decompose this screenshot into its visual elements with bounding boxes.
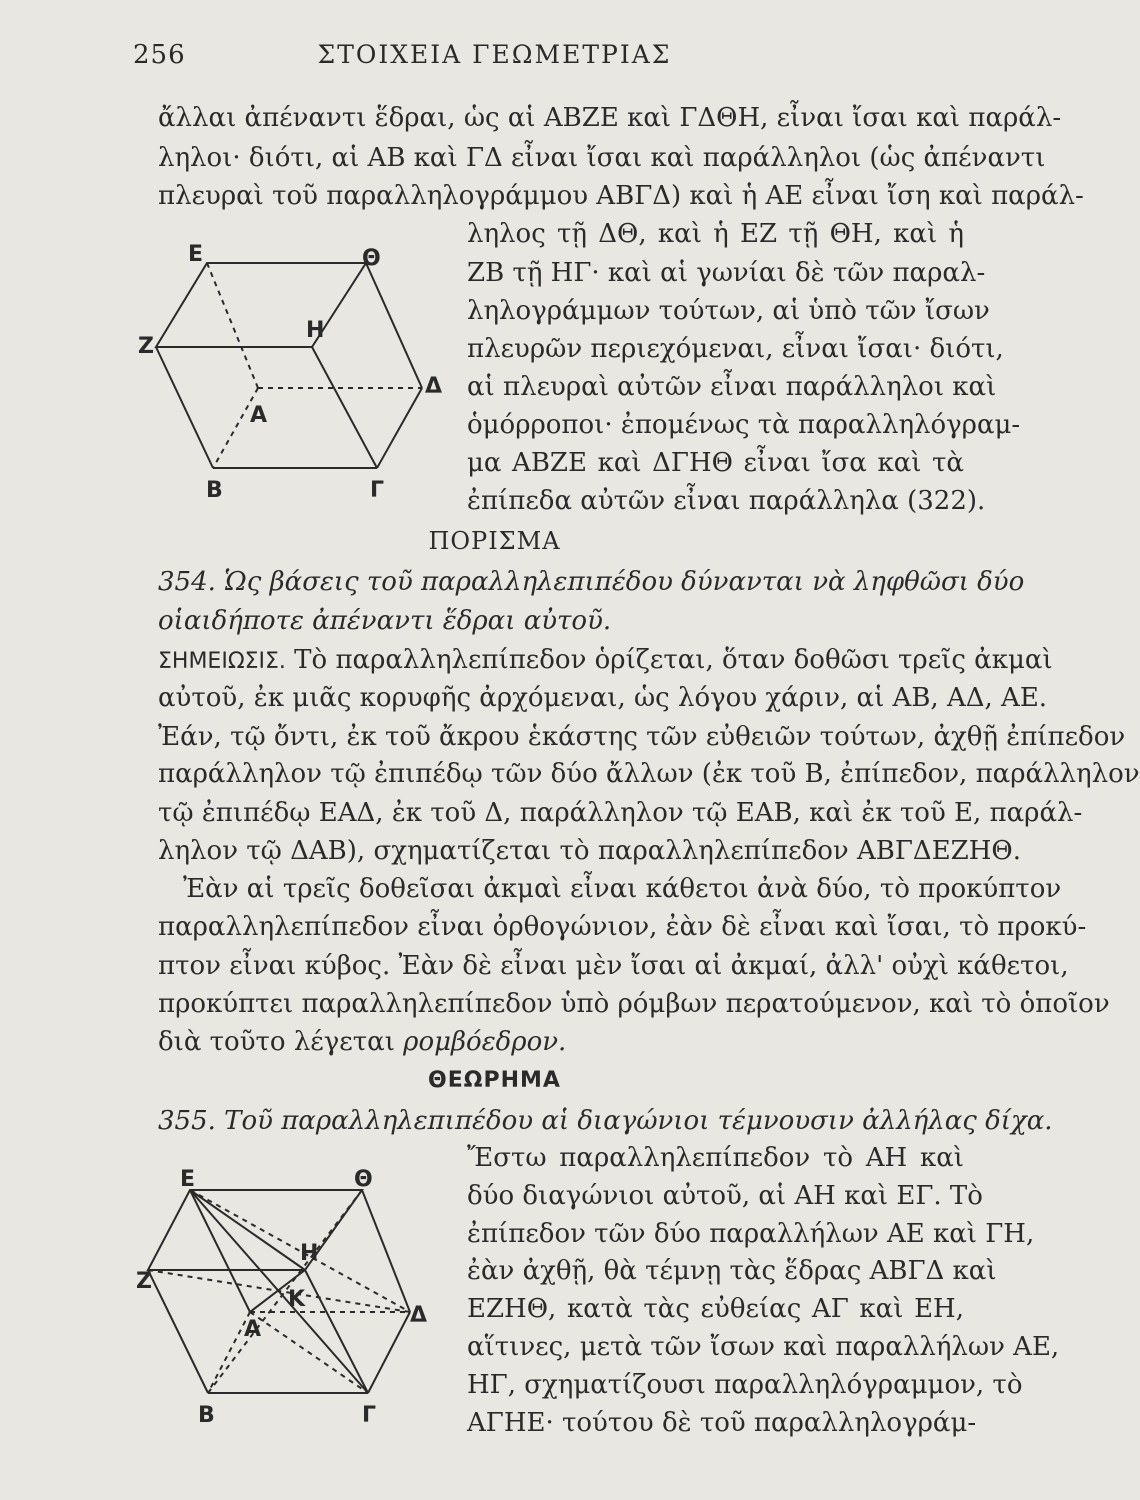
running-title: ΣΤΟΙΧΕΙΑ ΓΕΩΜΕΤΡΙΑΣ [317,40,672,69]
text-line: Ἐάν, τῷ ὄντι, ἐκ τοῦ ἄκρου ἑκάστης τῶν εὐθειῶν τούτων, ἀχθῇ ἐπίπεδον [158,722,1126,752]
parallelepiped-figure-2 [136,1160,450,1430]
text-line: 354. Ὡς βάσεις τοῦ παραλληλεπιπέδου δύνανται νὰ ληφθῶσι δύο [158,567,1025,597]
text-line: πλευραὶ τοῦ παραλληλογράμμου ΑΒΓΔ) καὶ ἡ ΑΕ εἶναι ἴση καὶ παράλ- [158,181,1084,211]
fig1-label-b: B [206,478,223,503]
porisma-heading: ΠΟΡΙΣΜΑ [428,527,561,555]
text-line: ληλοι· διότι, αἱ ΑΒ καὶ ΓΔ εἶναι ἴσαι καὶ παράλληλοι (ὡς ἀπέναντι [158,143,1046,173]
theorima-heading: ΘΕΩΡΗΜΑ [428,1068,561,1093]
text-line: παράλληλον τῷ ἐπιπέδῳ τῶν δύο ἄλλων (ἐκ τοῦ Β, ἐπίπεδον, παράλληλον [158,759,1140,789]
text-line: προκύπτει παραλληλεπίπεδον ὑπὸ ρόμβων περατούμενον, καὶ τὸ ὁποῖον [158,989,1110,1019]
fig1-label-gamma: Γ [370,478,385,503]
fig1-label-theta: Θ [362,246,381,271]
fig1-label-z: Z [138,334,154,359]
page-header [0,40,989,80]
text-line: Ἐὰν αἱ τρεῖς δοθεῖσαι ἀκμαὶ εἶναι κάθετοι ἀνὰ δύο, τὸ προκύπτον [183,874,1062,904]
fig2-label-gamma: Γ [362,1403,377,1428]
text-line: παραλληλεπίπεδον εἶναι ὀρθογώνιον, ἐὰν δὲ εἶναι καὶ ἴσαι, τὸ προκύ- [158,912,1087,942]
fig1-label-a: A [250,403,268,428]
text-line: ληλον τῷ ΔΑΒ), σχηματίζεται τὸ παραλληλεπίπεδον ΑΒΓΔΕΖΗΘ. [158,836,1022,866]
text-line: τῷ ἐπιπέδῳ ΕΑΔ, ἐκ τοῦ Δ, παράλληλον τῷ ΕΑΒ, καὶ ἐκ τοῦ Ε, παράλ- [158,798,1083,828]
text-line: οἱαιδήποτε ἀπέναντι ἕδραι αὐτοῦ. [158,606,612,636]
fig2-label-delta: Δ [410,1303,428,1328]
text-line: ΗΓ, σχηματίζουσι παραλληλόγραμμον, τὸ [467,1370,1023,1400]
text-line: Ἔστω παραλληλεπίπεδον τὸ ΑΗ καὶ [467,1143,964,1173]
text-line: ΑΓΗΕ· τούτου δὲ τοῦ παραλληλογράμ- [467,1408,977,1438]
text-line: ληλος τῇ ΔΘ, καὶ ἡ ΕΖ τῇ ΘΗ, καὶ ἡ [467,219,964,249]
text-line: αἵτινες, μετὰ τῶν ἴσων καὶ παραλλήλων ΑΕ, [467,1332,1060,1362]
text-line: ΣΗΜΕΙΩΣΙΣ. Τὸ παραλληλεπίπεδον ὁρίζεται, ὅταν δοθῶσι τρεῖς ἀκμαὶ [158,645,1053,675]
fig2-label-b: B [198,1403,215,1428]
text-line: ληλογράμμων τούτων, αἱ ὑπὸ τῶν ἴσων [467,296,990,326]
text-line: ἐὰν ἀχθῇ, θὰ τέμνῃ τὰς ἕδρας ΑΒΓΔ καὶ [467,1256,997,1286]
text-line: ἄλλαι ἀπέναντι ἕδραι, ὡς αἱ ΑΒΖΕ καὶ ΓΔΘΗ, εἶναι ἴσαι καὶ παράλ- [158,103,1062,133]
text-line: αἱ πλευραὶ αὐτῶν εἶναι παράλληλοι καὶ [467,372,997,402]
text-line: ΖΒ τῇ ΗΓ· καὶ αἱ γωνίαι δὲ τῶν παραλ- [467,258,986,288]
page-number: 256 [133,40,186,70]
fig1-label-delta: Δ [425,374,443,399]
text-line: ἐπίπεδον τῶν δύο παραλλήλων ΑΕ καὶ ΓΗ, [467,1219,1035,1249]
fig1-label-e: E [188,242,204,267]
text-line: 355. Τοῦ παραλληλεπιπέδου αἱ διαγώνιοι τέμνουσιν ἀλλήλας δίχα. [158,1106,1053,1136]
text-line: πλευρῶν περιεχόμεναι, εἶναι ἴσαι· διότι, [467,334,1004,364]
text-line: αὐτοῦ, ἐκ μιᾶς κορυφῆς ἀρχόμεναι, ὡς λόγου χάριν, αἱ ΑΒ, ΑΔ, ΑΕ. [158,683,1048,713]
text-line: ἐπίπεδα αὐτῶν εἶναι παράλληλα (322). [467,486,986,516]
text-line: διὰ τοῦτο λέγεται ρομβόεδρον. [158,1027,567,1057]
text-line: μα ΑΒΖΕ καὶ ΔΓΗΘ εἶναι ἴσα καὶ τὰ [467,448,964,478]
fig2-label-z: Z [136,1269,152,1294]
text-line: δύο διαγώνιοι αὐτοῦ, αἱ ΑΗ καὶ ΕΓ. Τὸ [467,1181,983,1211]
simeiosis-label: ΣΗΜΕΙΩΣΙΣ. [158,649,286,674]
fig2-label-a: A [244,1317,262,1342]
text-line: ὁμόρροποι· ἐπομένως τὰ παραλληλόγραμ- [467,410,1021,440]
fig2-label-k: K [288,1287,306,1312]
text-line: ΕΖΗΘ, κατὰ τὰς εὐθείας ΑΓ καὶ ΕΗ, [467,1294,964,1324]
fig2-label-theta: Θ [354,1167,373,1192]
fig1-label-h: H [306,318,325,343]
parallelepiped-figure-1 [140,235,450,515]
fig2-label-e: E [180,1167,196,1192]
fig2-label-h: H [300,1241,319,1266]
text-line: πτον εἶναι κύβος. Ἐὰν δὲ εἶναι μὲν ἴσαι αἱ ἀκμαί, ἀλλ' οὐχὶ κάθετοι, [158,951,1069,981]
